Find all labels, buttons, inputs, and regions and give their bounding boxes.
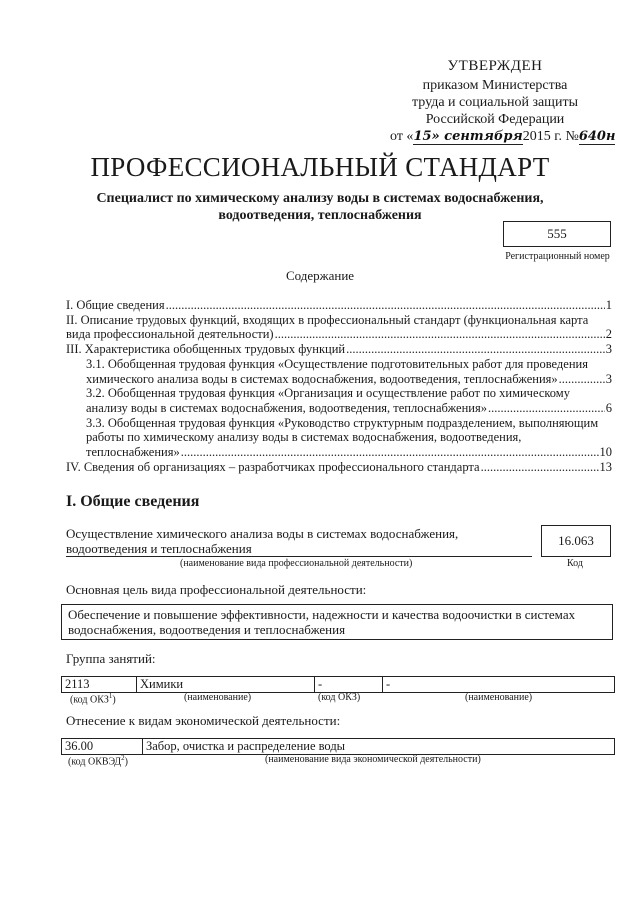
- okz-code-cell: 2113: [65, 677, 90, 691]
- subtitle-line: Специалист по химическому анализу воды в системах водоснабжения,: [96, 191, 544, 206]
- table-of-contents: [66, 298, 612, 474]
- toc-leader: [481, 460, 599, 475]
- registration-label: Регистрационный номер: [505, 251, 610, 262]
- toc-leader: [275, 327, 605, 342]
- toc-item[interactable]: [66, 416, 612, 460]
- toc-item-text: III. Характеристика обобщенных трудовых функций: [66, 342, 346, 357]
- approval-line: труда и социальной защиты: [412, 95, 578, 110]
- approval-title: УТВЕРЖДЕН: [447, 58, 543, 74]
- toc-leader: [181, 445, 599, 460]
- goal-line: Обеспечение и повышение эффективности, надежности и качества водоочистки в системах: [68, 607, 576, 622]
- section-heading: I. Общие сведения: [66, 493, 200, 510]
- toc-leader: [559, 372, 605, 387]
- handwritten-date: 15» сентября: [413, 129, 523, 144]
- date-prefix: от «: [390, 129, 414, 144]
- toc-leader: [346, 342, 605, 357]
- date-year: 2015 г. №: [522, 129, 579, 144]
- activity-name: [66, 526, 526, 556]
- toc-item[interactable]: [66, 342, 612, 357]
- standard-subtitle: [60, 190, 580, 224]
- approval-date-line: [390, 128, 616, 145]
- activity-code-box: 16.063: [541, 525, 611, 557]
- toc-page: 6: [605, 400, 612, 415]
- approval-block: [390, 58, 616, 145]
- toc-item-text: II. Описание трудовых функций, входящих в профессиональный стандарт (функциональная карта: [66, 312, 589, 327]
- toc-item[interactable]: [66, 357, 612, 386]
- code-caption: Код: [567, 558, 583, 569]
- name-caption: (наименование): [465, 692, 533, 703]
- handwritten-order-number: 640н: [578, 129, 616, 144]
- okz-caption: (код ОКЗ$^1$): [70, 692, 116, 706]
- goal-box: [61, 604, 613, 640]
- toc-item[interactable]: [66, 313, 612, 342]
- economic-activity-label: Отнесение к видам экономической деятельности:: [66, 713, 341, 728]
- toc-item[interactable]: [66, 460, 612, 475]
- name-caption: (наименование): [184, 692, 252, 703]
- toc-page: 13: [599, 459, 612, 474]
- activity-caption: (наименование вида профессиональной деятельности): [180, 558, 413, 569]
- toc-page: 1: [605, 298, 612, 312]
- occupation-group-label: Группа занятий:: [66, 651, 156, 666]
- toc-leader: [166, 298, 605, 313]
- occupation-name-cell: Химики: [136, 677, 314, 692]
- occupation-name-cell: -: [382, 677, 614, 692]
- approval-line: Российской Федерации: [425, 112, 565, 127]
- okz-caption: (код ОКЗ): [318, 692, 361, 703]
- toc-item-text: I. Общие сведения: [66, 298, 165, 312]
- toc-item-text: анализу воды в системах водоснабжения, водоотведения, теплоснабжения»: [86, 400, 487, 415]
- economic-activity-name-cell: Забор, очистка и распределение воды: [142, 739, 614, 754]
- activity-line: Осуществление химического анализа воды в системах водоснабжения,: [66, 526, 459, 541]
- subtitle-line: водоотведения, теплоснабжения: [218, 208, 422, 223]
- toc-item-text: 3.2. Обобщенная трудовая функция «Организация и осуществление работ по химическому: [86, 386, 570, 401]
- okz-code-cell: -: [314, 677, 382, 692]
- toc-page: 3: [605, 342, 612, 357]
- toc-item-text: теплоснабжения»: [86, 445, 180, 460]
- toc-leader: [488, 401, 605, 416]
- approval-line: приказом Министерства: [422, 78, 568, 93]
- economic-activity-caption: (наименование вида экономической деятельности): [265, 754, 481, 765]
- toc-page: 3: [605, 371, 612, 386]
- toc-item[interactable]: [66, 298, 612, 313]
- occupation-table-row: [61, 676, 615, 693]
- toc-item-text: 3.1. Обобщенная трудовая функция «Осуществление подготовительных работ для проведения: [86, 356, 588, 371]
- goal-line: водоснабжения, водоотведения и теплоснабжения: [68, 622, 346, 637]
- goal-label: Основная цель вида профессиональной деятельности:: [66, 582, 367, 597]
- toc-item-text: вида профессиональной деятельности): [66, 327, 274, 342]
- okved-code-cell: 36.00: [65, 739, 94, 753]
- activity-underline: [66, 556, 532, 557]
- okved-caption: (код ОКВЭД$^2$): [68, 754, 128, 768]
- toc-heading: Содержание: [285, 268, 355, 283]
- toc-page: 10: [599, 445, 612, 460]
- toc-item-text: IV. Сведения об организациях – разработчиках профессионального стандарта: [66, 459, 480, 474]
- toc-item[interactable]: [66, 386, 612, 415]
- toc-item-text: химического анализа воды в системах водоснабжения, водоотведения, теплоснабжения»: [86, 371, 558, 386]
- registration-number-box: 555: [503, 221, 611, 247]
- activity-line: водоотведения и теплоснабжения: [66, 541, 252, 556]
- toc-item-text: работы по химическому анализу воды в системах водоснабжения, водоотведения,: [86, 430, 522, 445]
- standard-title: ПРОФЕССИОНАЛЬНЫЙ СТАНДАРТ: [90, 152, 550, 182]
- toc-item-text: 3.3. Обобщенная трудовая функция «Руководство структурным подразделением, выполняющим: [86, 415, 599, 430]
- toc-page: 2: [605, 327, 612, 342]
- economic-activity-row: [61, 738, 615, 755]
